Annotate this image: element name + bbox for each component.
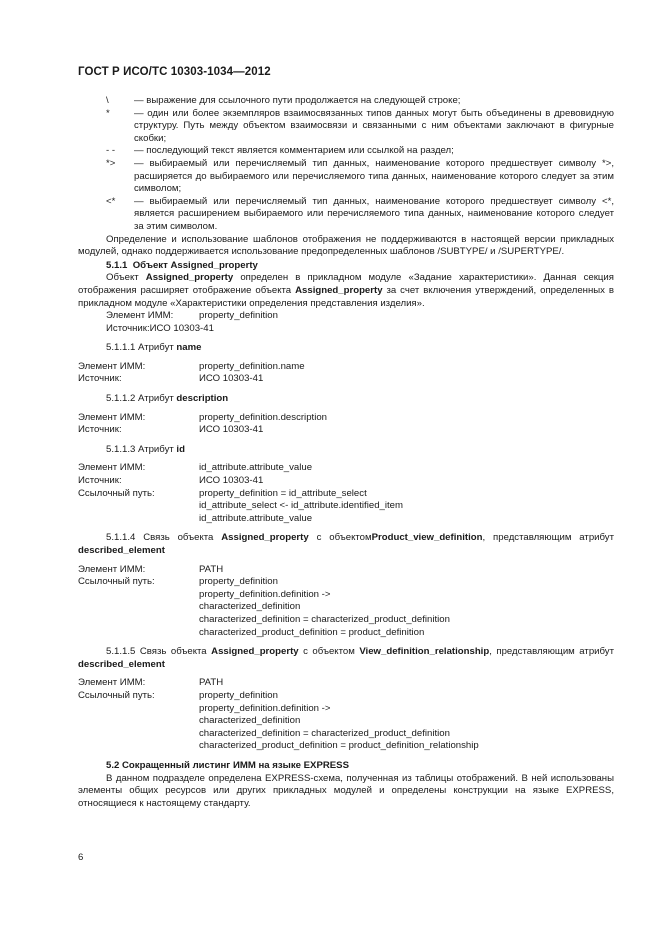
mapping-value: ИСО 10303-41 [149, 322, 214, 334]
definition-item [78, 158, 614, 196]
path-line: characterized_definition = characterized_product_definition [199, 727, 450, 739]
page-number: 6 [78, 852, 84, 863]
mapping-value: property_definition [199, 310, 278, 322]
mapping-row: Источник: ИСО 10303-41 [78, 373, 264, 385]
mapping-row: Элемент ИММ: property_definition.description [78, 411, 327, 423]
path-line: id_attribute.attribute_value [199, 512, 313, 524]
mapping-row [78, 310, 614, 323]
definition-symbol: *> [106, 157, 116, 169]
document-body [78, 95, 614, 810]
path-line: characterized_product_definition = product_definition [199, 626, 425, 638]
definition-text: — выбираемый или перечисляемый тип данных, наименование которого предшествует символу <*, является расширением выбираемого или перечисляемого типа данных, наименование которого следует за этим символом. [134, 195, 614, 232]
definition-text: — выражение для ссылочного пути продолжается на следующей строке; [134, 95, 461, 106]
reference-path: Ссылочный путь: property_definition property_definition.definition -> characterized_definition characterized_definition = characterized_product_definition characterized_product_definition = product_definition_relationship [78, 690, 614, 753]
path-line: property_definition.definition -> [199, 588, 331, 600]
attribute-heading-name: 5.1.1.1 Атрибут name [106, 342, 202, 354]
mapping-row [78, 323, 614, 336]
document-header: ГОСТ Р ИСО/ТС 10303-1034—2012 [78, 66, 271, 78]
definition-text: — один или более экземпляров взаимосвязанных типов данных могут быть объединены в древовидную структуру. Путь между объектом взаимосвязи и связанными с ним объектами заключают в фигурные скобки; [134, 107, 614, 144]
definition-text: — последующий текст является комментарием или ссылкой на раздел; [134, 145, 454, 157]
section-heading-5-1-1: 5.1.1 Объект Assigned_property [106, 259, 258, 271]
mapping-label: Источник: [106, 322, 150, 334]
mapping-row: Источник: ИСО 10303-41 [78, 424, 264, 436]
section-heading-5-2: 5.2 Сокращенный листинг ИММ на языке EXPRESS [106, 759, 349, 771]
definition-symbol: - - [106, 145, 116, 157]
definition-symbol: * [106, 107, 110, 119]
definition-symbol: <* [106, 195, 116, 207]
definition-item [78, 196, 614, 234]
mapping-row: Источник: ИСО 10303-41 [78, 475, 264, 487]
definition-symbol: \ [106, 95, 109, 106]
path-line: property_definition = id_attribute_select [199, 487, 367, 499]
definition-item [78, 95, 614, 108]
intro-paragraph: Определение и использование шаблонов отображения не поддерживаются в настоящей версии прикладных модулей, однако поддерживается использование предопределенных шаблонов /SUBTYPE/ и /SUPERTYPE/. [78, 233, 614, 258]
mapping-row: Элемент ИММ: PATH [78, 563, 224, 575]
reference-path: Ссылочный путь: property_definition = id_attribute_select id_attribute_select <- id_attribute.identified_item id_attribute.attribute_value [78, 488, 614, 526]
path-line: characterized_product_definition = product_definition_relationship [199, 740, 479, 752]
association-heading-5-1-1-4: 5.1.1.4 Связь объекта Assigned_property с объектомProduct_view_definition, представляющим атрибут described_element [78, 532, 614, 556]
path-line: property_definition [199, 689, 278, 701]
attribute-heading-id: 5.1.1.3 Атрибут id [106, 443, 185, 455]
path-line: property_definition [199, 576, 278, 588]
path-line: characterized_definition = characterized_product_definition [199, 613, 450, 625]
path-line: characterized_definition [199, 601, 301, 613]
attribute-heading-description: 5.1.1.2 Атрибут description [106, 393, 229, 405]
association-heading-5-1-1-5: 5.1.1.5 Связь объекта Assigned_property с объектом View_definition_relationship, представляющим атрибут described_element [78, 646, 614, 670]
definition-text: — выбираемый или перечисляемый тип данных, наименование которого предшествует символу *>, расширяется до выбираемого или перечисляемого типа данных, наименование которого следует за этим символом; [134, 157, 614, 195]
mapping-label: Элемент ИММ: [106, 310, 174, 322]
mapping-row: Элемент ИММ: id_attribute.attribute_value [78, 462, 313, 474]
path-line: characterized_definition [199, 715, 301, 727]
mapping-row: Элемент ИММ: property_definition.name [78, 360, 305, 372]
path-line: property_definition.definition -> [199, 702, 331, 714]
definition-item [78, 108, 614, 146]
reference-path: Ссылочный путь: property_definition property_definition.definition -> characterized_definition characterized_definition = characterized_product_definition characterized_product_definition = product_definition [78, 576, 614, 639]
path-line: id_attribute_select <- id_attribute.identified_item [199, 500, 403, 512]
section-5-2-paragraph: В данном подразделе определена EXPRESS-схема, полученная из таблицы отображений. В ней использованы элементы общих ресурсов или других прикладных модулей и определены конструкции на языке EXPRESS, относящиеся к настоящему стандарту. [78, 772, 614, 809]
definition-item [78, 145, 614, 158]
section-5-1-1-paragraph: Объект Assigned_property определен в прикладном модуле «Задание характеристики». Данная секция отображения расширяет отображение объекта Assigned_property за счет включения утверждений, определенных в прикладном модуле «Характеристики определения представления изделия». [78, 272, 615, 309]
mapping-row: Элемент ИММ: PATH [78, 677, 224, 689]
